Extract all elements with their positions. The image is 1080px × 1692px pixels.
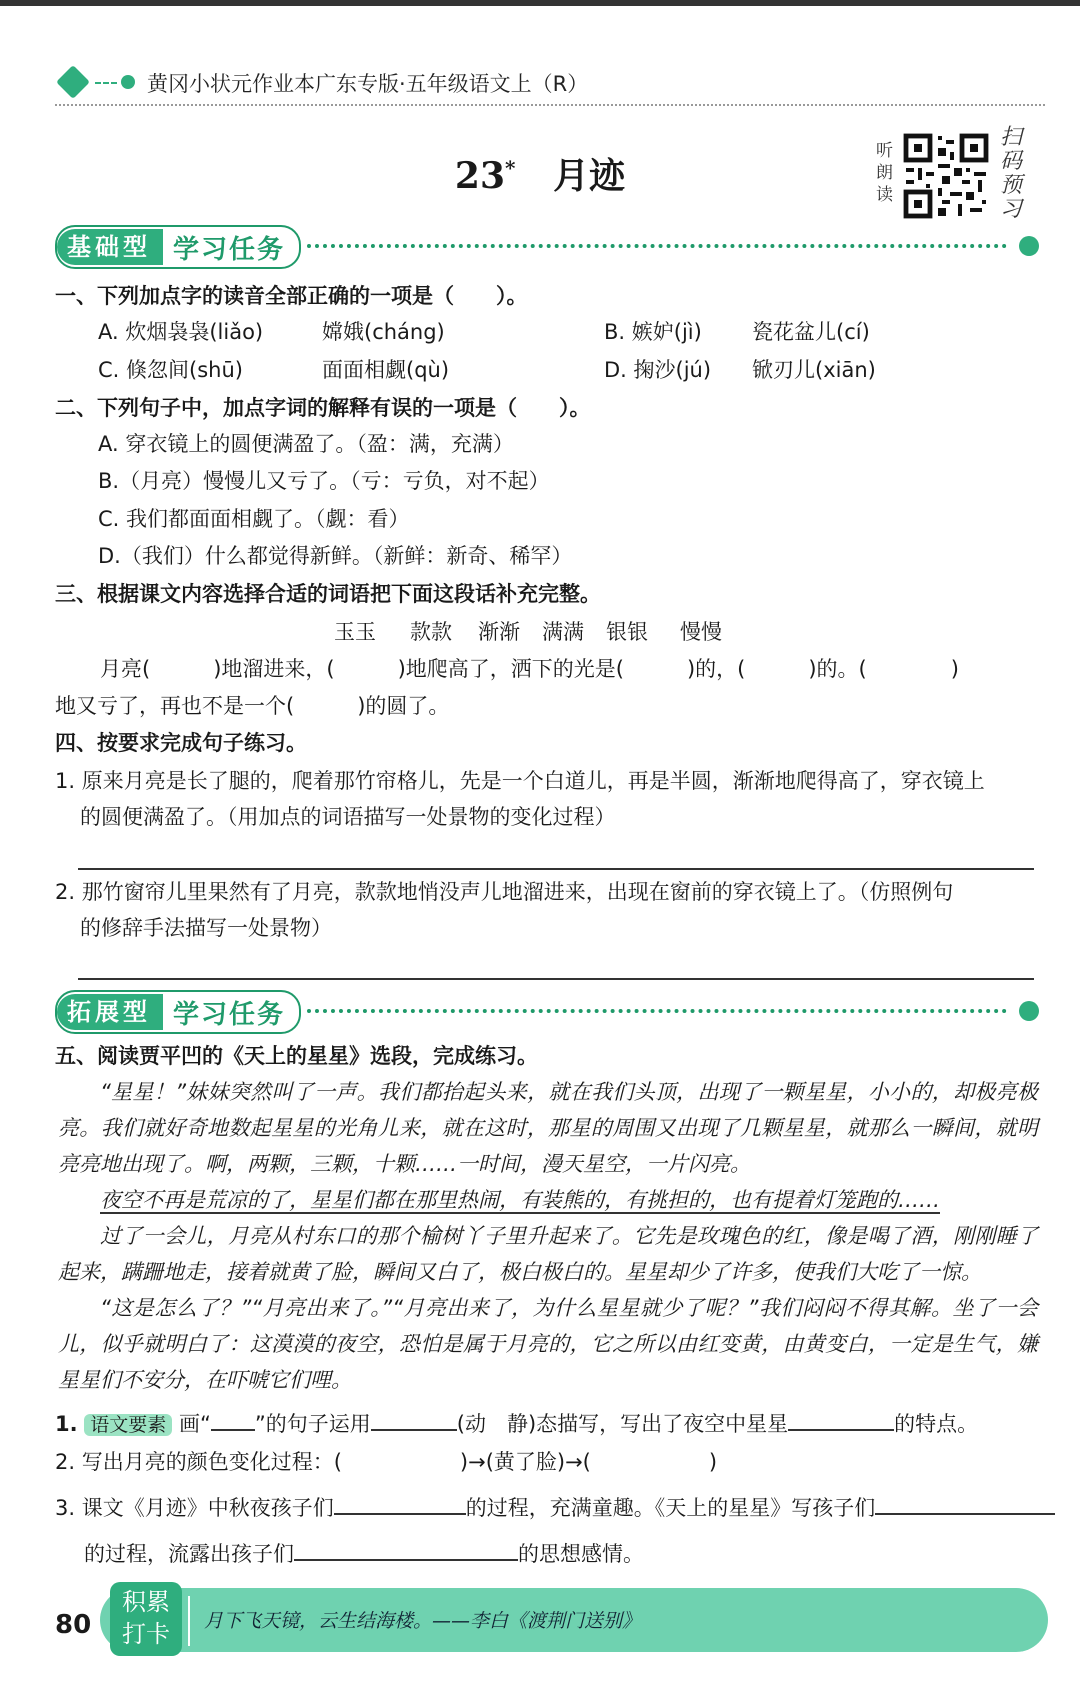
q4-item1-line1: 1. 原来月亮是长了腿的，爬着那竹帘格儿，先是一个白道儿，再是半圆，渐渐地爬得高了，穿衣镜上: [55, 769, 985, 793]
q4-item2-line1: 2. 那竹窗帘儿里果然有了月亮，款款地悄没声儿地溜进来，出现在窗前的穿衣镜上了。（仿照例句: [55, 880, 954, 904]
q1-option-d: D. 掬沙(jú): [604, 358, 712, 382]
q3-stem: 三、根据课文内容选择合适的词语把下面这段话补充完整。: [55, 582, 601, 606]
banner-type: 拓展型: [57, 994, 163, 1030]
q3-word: 银银: [606, 620, 648, 644]
answer-blank[interactable]: [788, 1429, 894, 1431]
banner-task: 学习任务: [173, 234, 286, 265]
dot-icon: [1019, 236, 1039, 256]
header-divider: [55, 104, 1045, 106]
footer-badge: [110, 1582, 182, 1656]
passage-paragraph: “这是怎么了？”“月亮出来了。”“月亮出来了，为什么星星就少了呢？”我们闷闷不得其解。坐了一会儿，似乎就明白了：这漠漠的夜空，恐怕是属于月亮的，它之所以由红变黄，由黄变白，一定是生气，嫌星星们不安分，在吓唬它们哩。: [58, 1296, 1038, 1392]
top-edge: [0, 0, 1080, 6]
section-banner-basic: [55, 225, 1045, 267]
lesson-mark: *: [505, 156, 516, 180]
q2-stem: 二、下列句子中，加点字词的解释有误的一项是（ ）。: [55, 396, 591, 420]
q1-option-c-extra: 面面相觑(qù): [322, 358, 450, 382]
q1-stem: 一、下列加点字的读音全部正确的一项是（ ）。: [55, 284, 528, 308]
q2-option-b: B.（月亮）慢慢儿又亏了。（亏：亏负，对不起）: [98, 469, 550, 493]
answer-blank[interactable]: [334, 1513, 466, 1515]
banner-box: [55, 990, 301, 1034]
q4-item2-line2: 的修辞手法描写一处景物）: [80, 916, 332, 940]
q4-stem: 四、按要求完成句子练习。: [55, 731, 307, 755]
underlined-sentence: 夜空不再是荒凉的了，星星们都在那里热闹，有装熊的，有挑担的，也有提着灯笼跑的……: [100, 1188, 940, 1212]
badge-line: 积累: [122, 1588, 170, 1616]
sub1-text-c: (动 静)态描写，写出了夜空中星星: [456, 1412, 789, 1436]
q3-word: 款款: [410, 620, 452, 644]
badge-line: 打卡: [122, 1620, 170, 1648]
q1-option-b: B. 嫉妒(jì): [604, 320, 702, 344]
q1-option-c: C. 倏忽间(shū): [98, 358, 243, 382]
sub3-text-d: 的思想感情。: [518, 1542, 644, 1566]
footer-quote: 月下飞天镜，云生结海楼。——李白《渡荆门送别》: [204, 1610, 642, 1632]
banner-task: 学习任务: [173, 999, 286, 1030]
answer-line[interactable]: [78, 978, 1034, 980]
lesson-name: 月迹: [553, 155, 626, 197]
sub3-text-a: 3. 课文《月迹》中秋夜孩子们: [55, 1496, 334, 1520]
q5-stem: 五、阅读贾平凹的《天上的星星》选段，完成练习。: [55, 1044, 538, 1068]
diamond-icon: [56, 65, 90, 99]
qr-scan-label: 扫码预习: [1000, 125, 1023, 222]
q3-word: 玉玉: [334, 620, 376, 644]
q2-option-a: A. 穿衣镜上的圆便满盈了。（盈：满，充满）: [98, 432, 514, 456]
section-banner-expand: [55, 990, 1045, 1032]
dot-icon: [1019, 1001, 1039, 1021]
sub1-text-b: ”的句子运用: [254, 1412, 371, 1436]
banner-box: [55, 225, 301, 269]
q5-sub1: [55, 1410, 978, 1439]
language-element-tag: 语文要素: [84, 1414, 172, 1436]
sub3-text-c: 的过程，流露出孩子们: [84, 1542, 294, 1566]
q3-word: 满满: [542, 620, 584, 644]
q1-option-a-extra: 嫦娥(cháng): [322, 320, 445, 344]
passage-paragraph: “星星！”妹妹突然叫了一声。我们都抬起头来，就在我们头顶，出现了一颗星星，小小的，却极亮极亮。我们就好奇地数起星星的光角儿来，就在这时，那星的周围又出现了几颗星星，就那么一瞬间，就明亮亮地出现了。啊，两颗，三颗，十颗……一时间，漫天星空，一片闪亮。: [58, 1080, 1038, 1176]
qr-listen-label: 听朗读: [876, 141, 893, 205]
banner-dotted-line: [307, 244, 1007, 248]
sub1-text-d: 的特点。: [894, 1412, 979, 1436]
q3-word: 渐渐: [478, 620, 520, 644]
q1-option-d-extra: 锨刃儿(xiān): [752, 358, 876, 382]
footer-separator: [188, 1596, 190, 1646]
q4-item1-line2: 的圆便满盈了。（用加点的词语描写一处景物的变化过程）: [80, 805, 616, 829]
q5-sub3-line1: [55, 1494, 1055, 1522]
q3-fill-line-1[interactable]: 月亮( )地溜进来，( )地爬高了，洒下的光是( )的，( )的。( ): [100, 657, 959, 681]
sub2-text-c: ): [708, 1450, 718, 1474]
answer-blank[interactable]: [211, 1429, 255, 1431]
answer-blank[interactable]: [875, 1513, 1055, 1515]
passage-paragraph-underlined: [58, 1182, 1038, 1218]
page-number: 80: [55, 1610, 92, 1640]
answer-blank[interactable]: [371, 1429, 457, 1431]
page-header: [55, 62, 1045, 106]
sub2-text-b[interactable]: )→(黄了脸)→(: [459, 1450, 591, 1474]
answer-line[interactable]: [78, 868, 1034, 870]
q5-sub3-line2: [84, 1540, 644, 1568]
answer-blank[interactable]: [294, 1559, 518, 1561]
sub1-text-a: 画“: [178, 1412, 211, 1436]
q2-option-c: C. 我们都面面相觑了。（觑：看）: [98, 507, 410, 531]
passage-paragraph: 过了一会儿，月亮从村东口的那个榆树丫子里升起来了。它先是玫瑰色的红，像是喝了酒，刚刚睡了起来，蹒跚地走，接着就黄了脸，瞬间又白了，极白极白的。星星却少了许多，使我们大吃了一惊。: [58, 1224, 1038, 1284]
sub3-text-b: 的过程，充满童趣。《天上的星星》写孩子们: [465, 1496, 876, 1520]
sub2-text-a[interactable]: 2. 写出月亮的颜色变化过程：(: [55, 1450, 342, 1474]
dot-icon: [121, 75, 135, 89]
reading-passage: [58, 1074, 1038, 1398]
q2-option-d: D.（我们）什么都觉得新鲜。（新鲜：新奇、稀罕）: [98, 544, 573, 568]
header-dash: [95, 82, 117, 84]
q1-option-a: A. 炊烟袅袅(liǎo): [98, 320, 264, 344]
header-text: 黄冈小状元作业本广东专版·五年级语文上（R）: [147, 72, 589, 96]
q5-sub2: [55, 1448, 717, 1476]
lesson-number: 23: [454, 155, 505, 197]
q3-fill-line-2[interactable]: 地又亏了，再也不是一个( )的圆了。: [55, 694, 450, 718]
banner-type: 基础型: [57, 229, 163, 265]
q3-word: 慢慢: [680, 620, 722, 644]
qr-code-icon[interactable]: [902, 132, 990, 220]
banner-dotted-line: [307, 1009, 1007, 1013]
q1-option-b-extra: 瓷花盆儿(cí): [752, 320, 870, 344]
sub-number: 1.: [55, 1412, 78, 1436]
